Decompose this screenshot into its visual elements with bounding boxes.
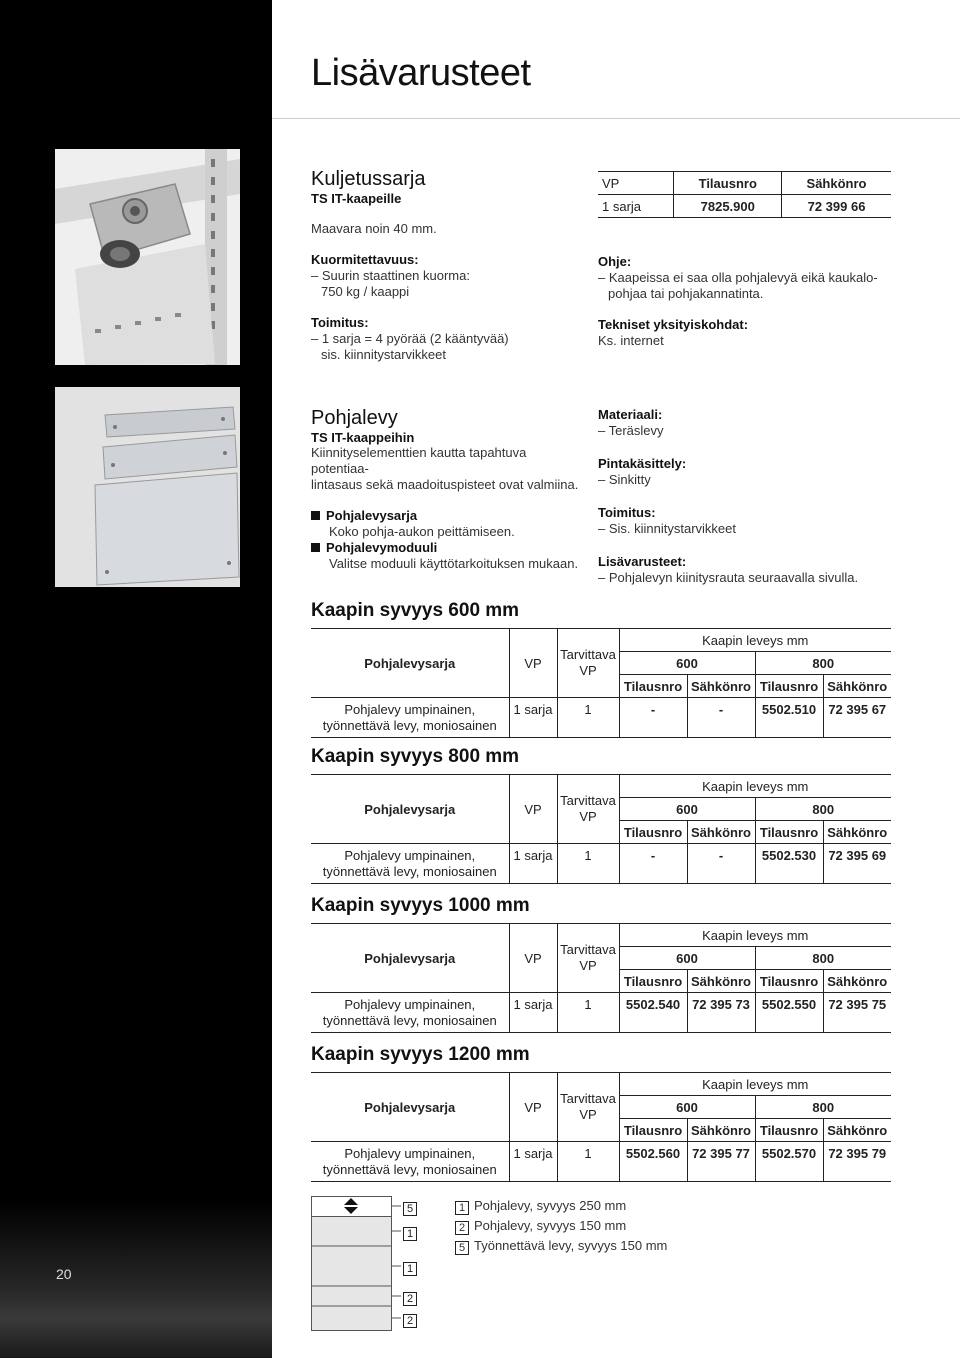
- sidebar-glow: [0, 1200, 272, 1358]
- col-width-600: 600: [619, 1096, 755, 1119]
- legend-item-3: 5 Työnnettävä levy, syvyys 150 mm: [455, 1238, 667, 1255]
- cell-electric-600: 72 395 77: [687, 1142, 755, 1182]
- cell-order-600: 5502.560: [619, 1142, 687, 1182]
- col-order-no: Tilausnro: [755, 1119, 823, 1142]
- col-width-800: 800: [755, 1096, 891, 1119]
- accessories-text: – Pohjalevyn kiinitysrauta seuraavalla sivulla.: [598, 570, 859, 585]
- bullet-set-text: Koko pohja-aukon peittämiseen.: [329, 524, 515, 539]
- col-vp: VP: [509, 924, 557, 993]
- col-required: Tarvittava VP: [557, 924, 619, 993]
- cell-order-800: 5502.570: [755, 1142, 823, 1182]
- col-product: Pohjalevysarja: [311, 1073, 509, 1142]
- cell-order-600: 5502.540: [619, 993, 687, 1033]
- col-width-header: Kaapin leveys mm: [619, 924, 891, 947]
- col-vp: VP: [509, 1073, 557, 1142]
- load-line-2: 750 kg / kaappi: [321, 284, 410, 299]
- bullet-set: Pohjalevysarja: [311, 508, 586, 524]
- col-electric-no: Sähkönro: [823, 675, 891, 698]
- depth-table: [311, 923, 891, 1033]
- title-divider: [272, 118, 960, 119]
- finish-label: Pintakäsittely:: [598, 456, 687, 471]
- diagram-num-1b: 1: [403, 1258, 422, 1276]
- col-vp: VP: [509, 629, 557, 698]
- cell-electric-600: -: [687, 698, 755, 738]
- cell-order-600: -: [619, 844, 687, 884]
- col-electric-no: Sähkönro: [687, 675, 755, 698]
- load-label: Kuormitettavuus:: [311, 252, 419, 267]
- transport-kit-notes: [598, 254, 888, 349]
- cell-vp: 1 sarja: [509, 1142, 557, 1182]
- depth-table-block: [311, 600, 891, 738]
- col-electric-no: Sähkönro: [687, 1119, 755, 1142]
- cell-vp: 1 sarja: [509, 844, 557, 884]
- cell-electric-600: -: [687, 844, 755, 884]
- col-electric-no: Sähkönro: [823, 821, 891, 844]
- cell-required: 1: [557, 698, 619, 738]
- cell-required: 1: [557, 993, 619, 1033]
- cell-order-800: 5502.550: [755, 993, 823, 1033]
- cell-order-800: 5502.530: [755, 844, 823, 884]
- page-number: 20: [56, 1266, 72, 1282]
- cell-vp: 1 sarja: [602, 198, 642, 214]
- depth-heading: Kaapin syvyys 1200 mm: [311, 1044, 530, 1065]
- material-label: Materiaali:: [598, 407, 663, 422]
- col-electric-no: Sähkönro: [823, 1119, 891, 1142]
- col-required: Tarvittava VP: [557, 629, 619, 698]
- col-electric-no: Sähkönro: [687, 821, 755, 844]
- cell-electric-800: 72 395 79: [823, 1142, 891, 1182]
- col-order-no: Tilausnro: [755, 675, 823, 698]
- col-electric-no: Sähkönro: [687, 970, 755, 993]
- page-title: Lisävarusteet: [311, 52, 531, 94]
- col-order-no: Tilausnro: [619, 675, 687, 698]
- row-desc: Pohjalevy umpinainen, työnnettävä levy, moniosainen: [322, 702, 497, 733]
- depth-table-block: [311, 895, 891, 1033]
- finish-text: – Sinkitty: [598, 472, 651, 487]
- depth-table: [311, 628, 891, 738]
- base-plate-info: [311, 407, 586, 572]
- col-required: Tarvittava VP: [557, 1073, 619, 1142]
- col-vp: VP: [602, 175, 620, 191]
- col-order-no: Tilausnro: [619, 821, 687, 844]
- cell-order-no: 7825.900: [674, 195, 782, 218]
- tech-details-label: Tekniset yksityiskohdat:: [598, 317, 749, 332]
- cell-required: 1: [557, 844, 619, 884]
- col-required: Tarvittava VP: [557, 775, 619, 844]
- cell-vp: 1 sarja: [509, 698, 557, 738]
- base-plate-specs: [598, 407, 888, 586]
- delivery-label: Toimitus:: [311, 315, 369, 330]
- depth-heading: Kaapin syvyys 600 mm: [311, 600, 520, 621]
- diagram-num-2a: 2: [403, 1288, 422, 1306]
- delivery-line-2: sis. kiinnitystarvikkeet: [321, 347, 446, 362]
- tech-details-text: Ks. internet: [598, 333, 664, 348]
- cell-order-600: -: [619, 698, 687, 738]
- depth-table: [311, 774, 891, 884]
- cell-electric-800: 72 395 67: [823, 698, 891, 738]
- legend-item-2: 2 Pohjalevy, syvyys 150 mm: [455, 1218, 667, 1235]
- material-text: – Teräslevy: [598, 423, 664, 438]
- col-width-header: Kaapin leveys mm: [619, 775, 891, 798]
- base-plate-title: Pohjalevy: [311, 407, 398, 429]
- col-order-no: Tilausnro: [619, 1119, 687, 1142]
- row-desc: Pohjalevy umpinainen, työnnettävä levy, moniosainen: [322, 1146, 497, 1177]
- transport-kit-photo: [55, 149, 240, 365]
- diagram-legend: [455, 1198, 667, 1255]
- depth-table: [311, 1072, 891, 1182]
- cell-electric-600: 72 395 73: [687, 993, 755, 1033]
- cell-electric-no: 72 399 66: [782, 195, 891, 218]
- diagram-num-1a: 1: [403, 1223, 422, 1241]
- note-line-2: pohjaa tai pohjakannatinta.: [608, 286, 764, 301]
- bullet-module-text: Valitse moduuli käyttötarkoituksen mukaan.: [329, 556, 579, 571]
- ground-clearance: Maavara noin 40 mm.: [311, 221, 437, 236]
- layout-diagram: [311, 1196, 421, 1336]
- col-product: Pohjalevysarja: [311, 775, 509, 844]
- col-width-header: Kaapin leveys mm: [619, 629, 891, 652]
- depth-heading: Kaapin syvyys 800 mm: [311, 746, 520, 767]
- col-width-800: 800: [755, 652, 891, 675]
- base-delivery-text: – Sis. kiinnitystarvikkeet: [598, 521, 736, 536]
- col-electric-no: Sähkönro: [823, 970, 891, 993]
- cell-electric-800: 72 395 75: [823, 993, 891, 1033]
- transport-kit-order-table: [598, 171, 891, 218]
- cell-required: 1: [557, 1142, 619, 1182]
- col-width-600: 600: [619, 798, 755, 821]
- diagram-num-5: 5: [403, 1198, 422, 1216]
- col-width-header: Kaapin leveys mm: [619, 1073, 891, 1096]
- col-order-no: Tilausnro: [674, 172, 782, 195]
- diagram-num-2b: 2: [403, 1310, 422, 1328]
- delivery-line-1: – 1 sarja = 4 pyörää (2 kääntyvää): [311, 331, 509, 346]
- transport-kit-title: Kuljetussarja: [311, 168, 426, 190]
- legend-item-1: 1 Pohjalevy, syvyys 250 mm: [455, 1198, 667, 1215]
- bullet-module: Pohjalevymoduuli: [311, 540, 586, 556]
- base-plate-desc-2: lintasaus sekä maadoituspisteet ovat valmiina.: [311, 477, 579, 492]
- col-product: Pohjalevysarja: [311, 924, 509, 993]
- col-width-800: 800: [755, 947, 891, 970]
- accessories-label: Lisävarusteet:: [598, 554, 687, 569]
- depth-heading: Kaapin syvyys 1000 mm: [311, 895, 530, 916]
- col-width-800: 800: [755, 798, 891, 821]
- col-width-600: 600: [619, 652, 755, 675]
- base-delivery-label: Toimitus:: [598, 505, 656, 520]
- col-vp: VP: [509, 775, 557, 844]
- base-plate-subtitle: TS IT-kaappeihin: [311, 430, 415, 445]
- depth-table-block: [311, 1044, 891, 1182]
- row-desc: Pohjalevy umpinainen, työnnettävä levy, moniosainen: [322, 848, 497, 879]
- note-line-1: – Kaapeissa ei saa olla pohjalevyä eikä kaukalo-: [598, 270, 878, 285]
- row-desc: Pohjalevy umpinainen, työnnettävä levy, moniosainen: [322, 997, 497, 1028]
- note-label: Ohje:: [598, 254, 632, 269]
- cell-order-800: 5502.510: [755, 698, 823, 738]
- transport-kit-info: [311, 168, 581, 363]
- col-order-no: Tilausnro: [755, 821, 823, 844]
- cell-vp: 1 sarja: [509, 993, 557, 1033]
- load-line-1: – Suurin staattinen kuorma:: [311, 268, 470, 283]
- transport-kit-subtitle: TS IT-kaapeille: [311, 191, 402, 206]
- depth-table-block: [311, 746, 891, 884]
- base-plate-desc-1: Kiinnityselementtien kautta tapahtuva potentiaa-: [311, 445, 527, 476]
- col-order-no: Tilausnro: [619, 970, 687, 993]
- base-plate-photo: [55, 387, 240, 587]
- cell-electric-800: 72 395 69: [823, 844, 891, 884]
- col-order-no: Tilausnro: [755, 970, 823, 993]
- col-electric-no: Sähkönro: [782, 172, 891, 195]
- col-product: Pohjalevysarja: [311, 629, 509, 698]
- col-width-600: 600: [619, 947, 755, 970]
